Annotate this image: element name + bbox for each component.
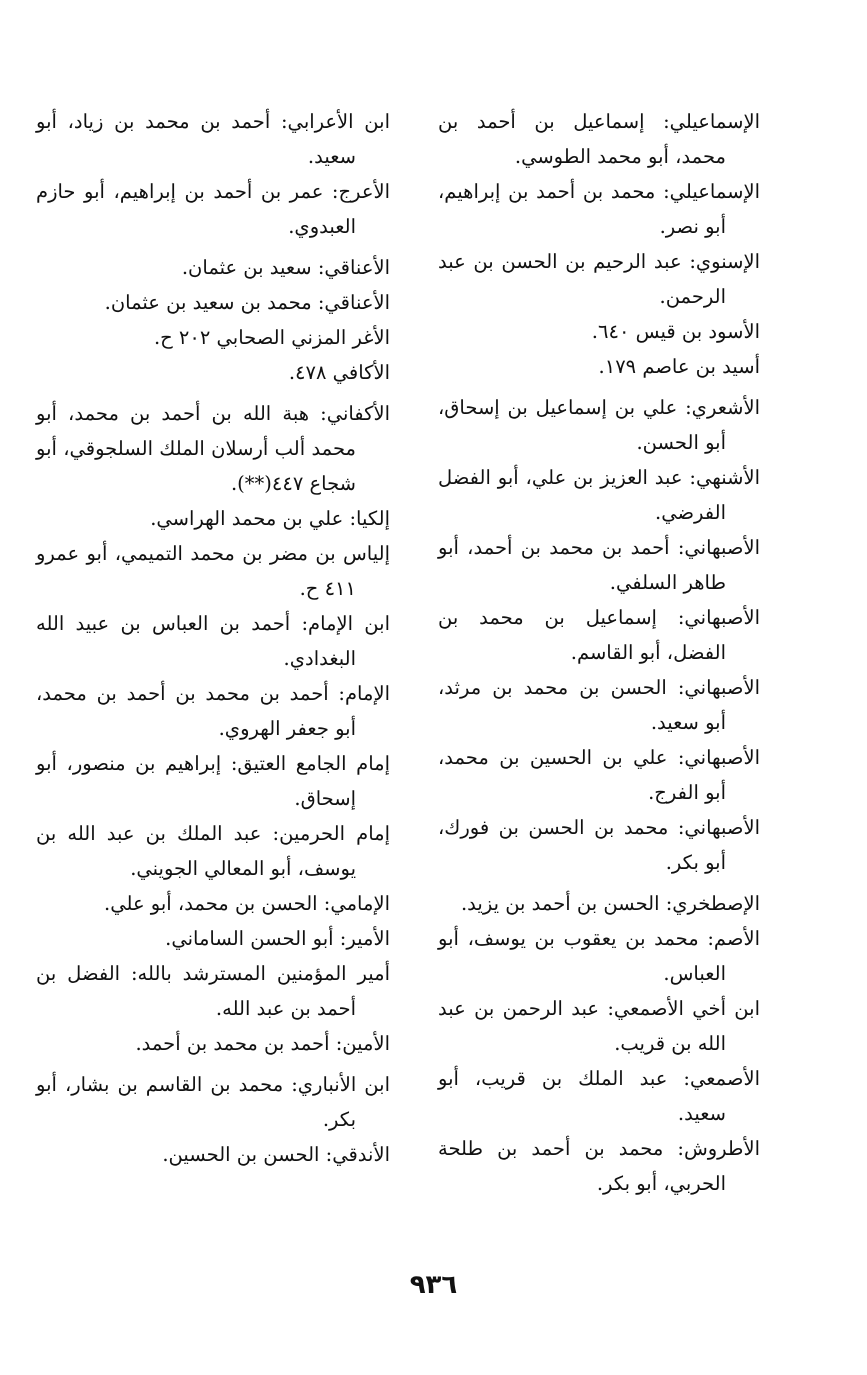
index-entry: الأعناقي: سعيد بن عثمان. [181,256,390,279]
index-entry: الأصم: محمد بن يعقوب بن يوسف، أبو العباس. [438,927,760,985]
index-entry: ابن أخي الأصمعي: عبد الرحمن بن عبد الله بن قريب. [438,997,760,1055]
index-entry: الأسود بن قيس ٦٤٠. [591,320,760,343]
index-column-right [438,104,760,1201]
index-entry: الإمام: أحمد بن محمد بن أحمد بن محمد، أبو جعفر الهروي. [36,682,390,740]
index-entry: الأكفاني: هبة الله بن أحمد بن محمد، أبو محمد ألب أرسلان الملك السلجوقي، أبو شجاع ٤٤٧(**). [36,402,390,495]
index-entry: الإسنوي: عبد الرحيم بن الحسن بن عبد الرحمن. [438,250,760,308]
index-entry: ابن الأنباري: محمد بن القاسم بن بشار، أبو بكر. [36,1073,390,1131]
page-number: ٩٣٦ [409,1270,458,1300]
index-entry: الأصمعي: عبد الملك بن قريب، أبو سعيد. [438,1067,760,1125]
index-entry: الأصبهاني: الحسن بن محمد بن مرثد، أبو سعيد. [438,676,760,734]
index-entry: إلياس بن مضر بن محمد التميمي، أبو عمرو ٤١١ ح. [36,542,390,600]
index-entry: الإسماعيلي: إسماعيل بن أحمد بن محمد، أبو محمد الطوسي. [438,110,760,168]
index-entry: ابن الإمام: أحمد بن العباس بن عبيد الله البغدادي. [36,612,390,670]
index-entry: الأمين: أحمد بن محمد بن أحمد. [135,1032,390,1055]
index-entry: الأصبهاني: إسماعيل بن محمد بن الفضل، أبو القاسم. [438,606,760,664]
index-entry: الأطروش: محمد بن أحمد بن طلحة الحربي، أبو بكر. [438,1137,760,1195]
index-entry: إلكيا: علي بن محمد الهراسي. [150,507,390,530]
index-entry: إمام الجامع العتيق: إبراهيم بن منصور، أبو إسحاق. [36,752,390,810]
index-entry: أسيد بن عاصم ١٧٩. [598,355,760,378]
index-entry: الأندقي: الحسن بن الحسين. [162,1143,390,1166]
index-entry: الإسماعيلي: محمد بن أحمد بن إبراهيم، أبو نصر. [438,180,760,238]
index-entry: الأعناقي: محمد بن سعيد بن عثمان. [104,291,390,314]
index-entry: الأصبهاني: أحمد بن محمد بن أحمد، أبو طاهر السلفي. [438,536,760,594]
index-entry: الأشنهي: عبد العزيز بن علي، أبو الفضل الفرضي. [438,466,760,524]
index-entry: الأغر المزني الصحابي ٢٠٢ ح. [153,326,390,349]
index-column-left [36,104,390,1172]
index-entry: الأكافي ٤٧٨. [288,361,390,384]
index-entry: أمير المؤمنين المسترشد بالله: الفضل بن أحمد بن عبد الله. [36,962,390,1020]
index-entry: الأمير: أبو الحسن الساماني. [165,927,390,950]
index-entry: الإصطخري: الحسن بن أحمد بن يزيد. [460,892,760,915]
index-entry: الأعرج: عمر بن أحمد بن إبراهيم، أبو حازم العبدوي. [36,180,390,238]
index-entry: الأشعري: علي بن إسماعيل بن إسحاق، أبو الحسن. [438,396,760,454]
index-entry: الإمامي: الحسن بن محمد، أبو علي. [104,892,390,915]
index-entry: الأصبهاني: علي بن الحسين بن محمد، أبو الفرج. [438,746,760,804]
index-entry: الأصبهاني: محمد بن الحسن بن فورك، أبو بكر. [438,816,760,874]
index-entry: ابن الأعرابي: أحمد بن محمد بن زياد، أبو سعيد. [36,110,390,168]
index-entry: إمام الحرمين: عبد الملك بن عبد الله بن يوسف، أبو المعالي الجويني. [36,822,390,880]
